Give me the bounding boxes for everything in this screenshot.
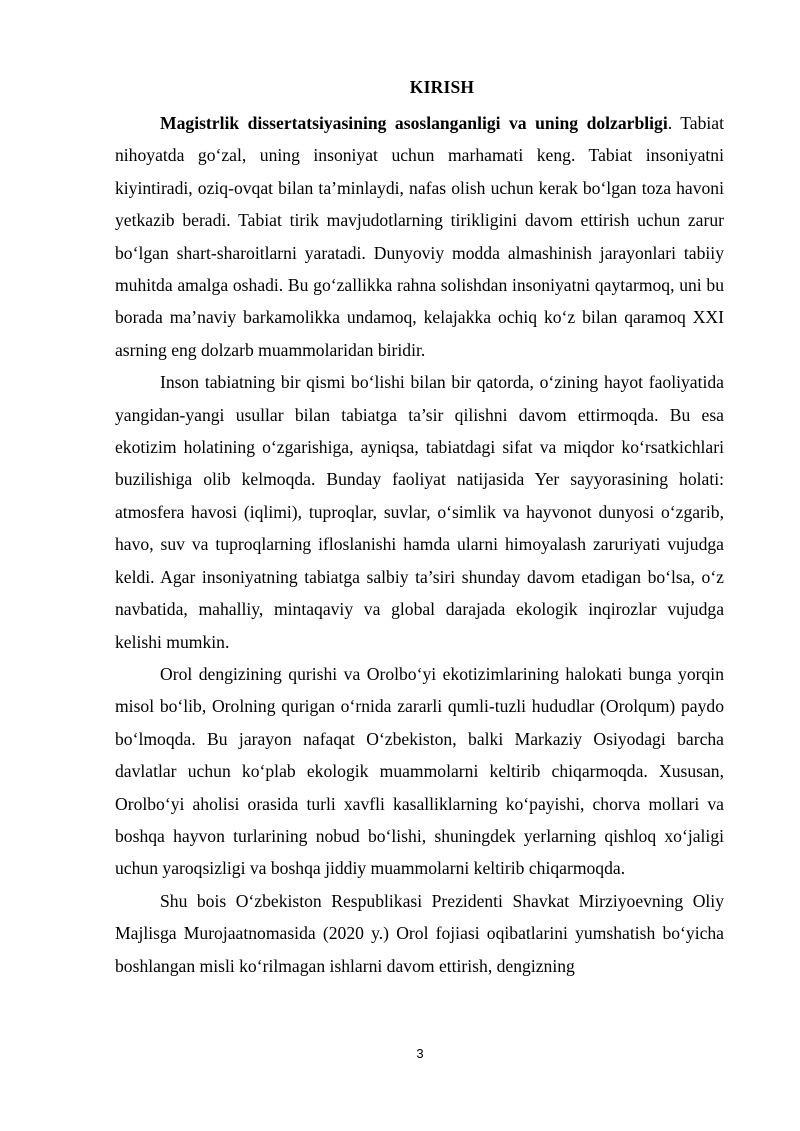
paragraph-1	[115, 107, 724, 366]
paragraph-4: Shu bois O‘zbekiston Respublikasi Prezidenti Shavkat Mirziyoevning Oliy Majlisga Murojaatnomasida (2020 y.) Orol fojiasi oqibatlarini yumshatish bo‘yicha boshlangan misli ko‘rilmagan ishlarni davom ettirish, dengizning	[115, 890, 724, 976]
paragraph-1-text: . Tabiat nihoyatda go‘zal, uning insoniyat uchun marhamati keng. Tabiat insoniyatni kiyintiradi, oziq-ovqat bilan ta’minlaydi, nafas olish uchun kerak bo‘lgan toza havoni yetkazib beradi. Tabiat tirik mavjudotlarning tirikligini davom ettirish uchun zarur bo‘lgan shart-sharoitlarni yaratadi. Dunyoviy modda almashinish jarayonlari tabiiy muhitda amalga oshadi. Bu go‘zallikka rahna solishdan insoniyatni qaytarmoq, uni bu borada ma’naviy barkamolikka undamoq, kelajakka ochiq ko‘z bilan qaramoq XXI asrning eng dolzarb muammolaridan biridir.	[115, 113, 724, 360]
page-number: 3	[416, 1046, 424, 1061]
paragraph-lead-bold: Magistrlik dissertatsiyasining asoslanganligi va uning dolzarbligi	[160, 113, 668, 133]
paragraph-3: Orol dengizining qurishi va Orolbo‘yi ekotizimlarining halokati bunga yorqin misol bo‘lib, Orolning qurigan o‘rnida zararli qumli-tuzli hududlar (Orolqum) paydo bo‘lmoqda. Bu jarayon nafaqat O‘zbekiston, balki Markaziy Osiyodagi barcha davlatlar uchun ko‘plab ekologik muammolarni keltirib chiqarmoqda. Xususan, Orolbo‘yi aholisi orasida turli xavfli kasalliklarning ko‘payishi, chorva mollari va boshqa hayvon turlarining nobud bo‘lishi, shuningdek yerlarning qishloq xo‘jaligi uchun yaroqsizligi va boshqa jiddiy muammolarni keltirib chiqarmoqda.	[115, 663, 724, 879]
section-heading: KIRISH	[409, 77, 475, 97]
paragraph-2: Inson tabiatning bir qismi bo‘lishi bilan bir qatorda, o‘zining hayot faoliyatida yangidan-yangi usullar bilan tabiatga ta’sir qilishni davom ettirmoqda. Bu esa ekotizim holatining o‘zgarishiga, ayniqsa, tabiatdagi sifat va miqdor ko‘rsatkichlari buzilishiga olib kelmoqda. Bunday faoliyat natijasida Yer sayyorasining holati: atmosfera havosi (iqlimi), tuproqlar, suvlar, o‘simlik va hayvonot dunyosi o‘zgarib, havo, suv va tuproqlarning ifloslanishi hamda ularni himoyalash zaruriyati vujudga keldi. Agar insoniyatning tabiatga salbiy ta’siri shunday davom etadigan bo‘lsa, o‘z navbatida, mahalliy, mintaqaviy va global darajada ekologik inqirozlar vujudga kelishi mumkin.	[115, 372, 724, 652]
body-text	[115, 107, 724, 982]
